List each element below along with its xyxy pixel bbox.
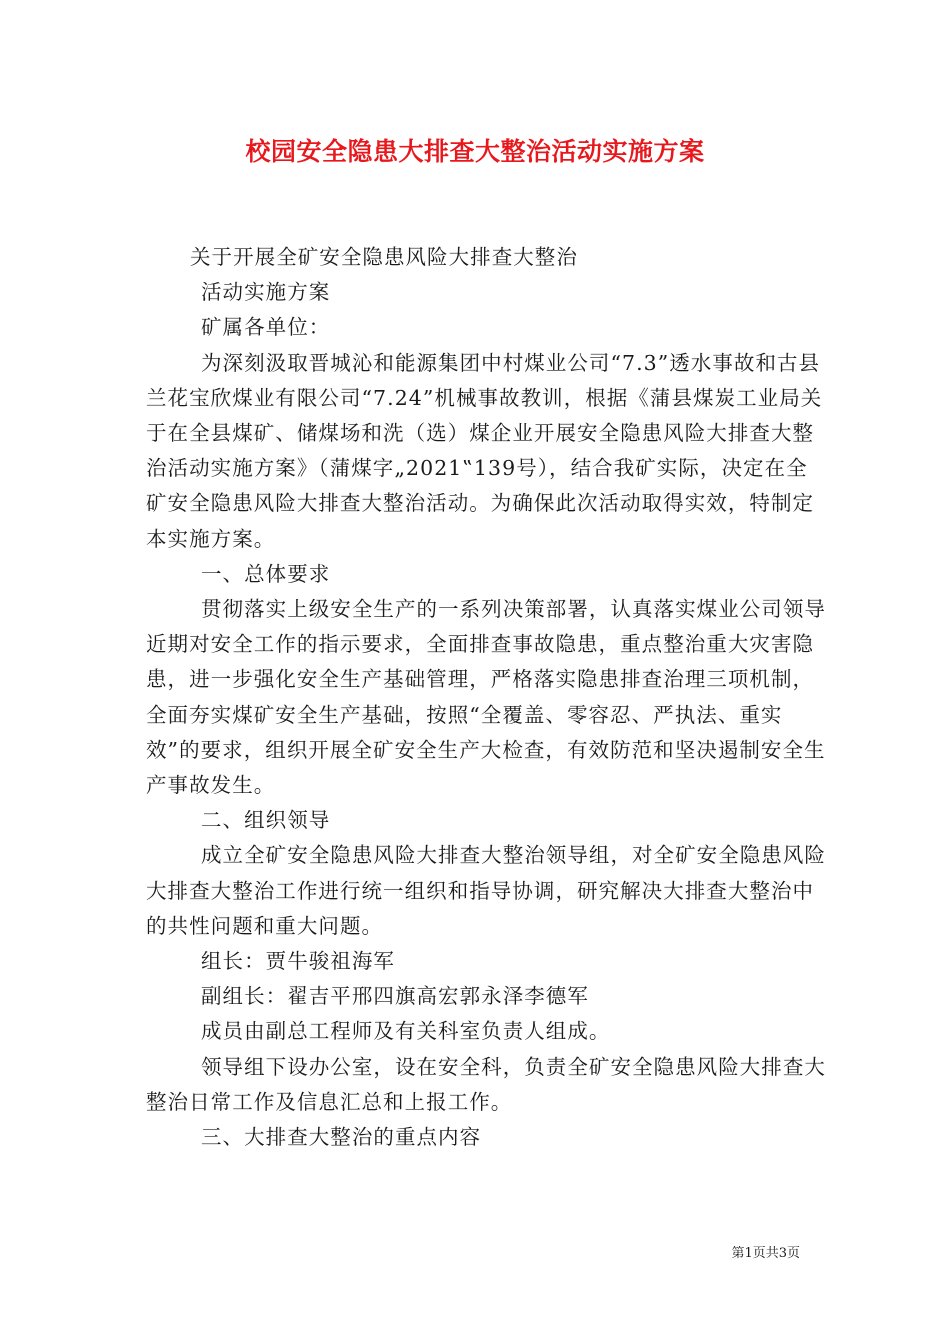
section-1-body: 贯彻落实上级安全生产的一系列决策部署，认真落实煤业公司领导近期对安全工作的指示要求，全面排查事故隐患，重点整治重大灾害隐患，进一步强化安全生产基础管理，严格落实隐患排查治理三项机制，全面夯实煤矿安全生产基础，按照“全覆盖、零容忍、严执法、重实效”的要求，组织开展全矿安全生产大检查，有效防范和坚决遏制安全生产事故发生。 bbox=[146, 597, 826, 798]
intro-paragraph: 为深刻汲取晋城沁和能源集团中村煤业公司“7.3”透水事故和古县兰花宝欣煤业有限公司“7.24”机械事故教训，根据《蒲县煤炭工业局关于在全县煤矿、储煤场和洗（选）煤企业开展安全隐患风险大排查大整治活动实施方案》（蒲煤字„2021‟139号），结合我矿实际，决定在全矿安全隐患风险大排查大整治活动。为确保此次活动取得实效，特制定本实施方案。 bbox=[146, 350, 823, 551]
members-line: 成员由副总工程师及有关科室负责人组成。 bbox=[201, 1019, 611, 1044]
deputy-leader-line: 副组长：翟吉平邢四旗高宏郭永泽李德军 bbox=[201, 984, 589, 1009]
salutation: 矿属各单位： bbox=[201, 315, 331, 340]
section-1-heading: 一、总体要求 bbox=[201, 561, 331, 586]
subtitle-line-1: 关于开展全矿安全隐患风险大排查大整治 bbox=[190, 245, 578, 269]
leader-line: 组长：贾牛骏祖海军 bbox=[201, 949, 395, 974]
section-2-body: 成立全矿安全隐患风险大排查大整治领导组，对全矿安全隐患风险大排查大整治工作进行统一组织和指导协调，研究解决大排查大整治中的共性问题和重大问题。 bbox=[146, 843, 826, 938]
document-body bbox=[146, 240, 826, 1155]
section-3-heading: 三、大排查大整治的重点内容 bbox=[201, 1125, 482, 1150]
subtitle-line-2: 活动实施方案 bbox=[201, 280, 331, 305]
document-title: 校园安全隐患大排查大整治活动实施方案 bbox=[245, 137, 705, 166]
office-paragraph: 领导组下设办公室，设在安全科，负责全矿安全隐患风险大排查大整治日常工作及信息汇总和上报工作。 bbox=[146, 1054, 826, 1114]
page-number-footer: 第1页共3页 bbox=[731, 1246, 800, 1261]
section-2-heading: 二、组织领导 bbox=[201, 808, 331, 833]
